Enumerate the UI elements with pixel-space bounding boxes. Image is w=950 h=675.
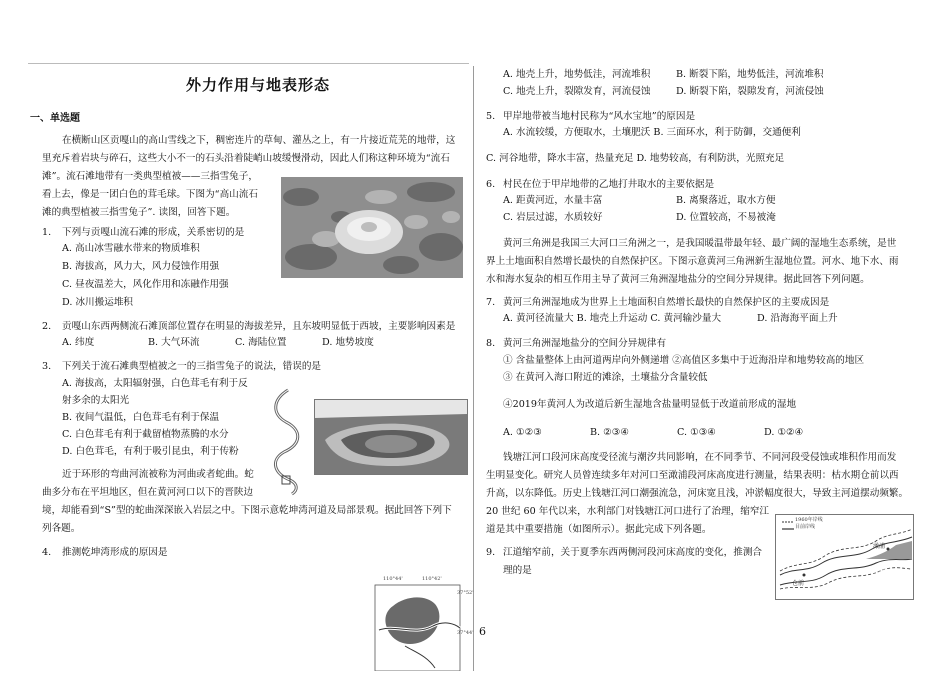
intro-line-2: 里充斥着岩块与碎石，这些大小不一的石头沿着陡峭山坡缓慢滑动，因此人们称这种环境为“流石 bbox=[42, 153, 450, 164]
qiankun-bay-photo bbox=[314, 399, 468, 475]
q1-option-b: B. 海拔高，风力大，风力侵蚀作用强 bbox=[62, 261, 220, 272]
map-label-lon1: 110°44' bbox=[383, 576, 403, 582]
intro2-line-4: 列各题。 bbox=[42, 523, 81, 534]
q8-statement-1: ① 含盐量整体上由河道两岸向外侧递增 ②高值区多集中于近海沿岸和地势较高的地区 bbox=[503, 355, 865, 366]
q6-number: 6. bbox=[486, 179, 496, 190]
q8-option-d: D. ①②④ bbox=[764, 427, 804, 438]
map2-label-cangqian: 仓前 bbox=[792, 580, 805, 587]
q4-option-d: D. 断裂下陷，裂隙发育，河流侵蚀 bbox=[676, 86, 824, 97]
q8-option-c: C. ①③④ bbox=[677, 427, 716, 438]
river-sketch bbox=[268, 388, 308, 496]
q1-number: 1. bbox=[42, 227, 52, 238]
q8-option-a: A. ①②③ bbox=[503, 427, 542, 438]
q2-number: 2. bbox=[42, 321, 52, 332]
q9-stem: 江道缩窄前，关于夏季东西两侧河段河床高度的变化，推测合 bbox=[503, 547, 763, 558]
q7-stem: 黄河三角洲湿地成为世界上土地面积自然增长最快的自然保护区的主要成因是 bbox=[503, 297, 830, 308]
map-label-lat1: 37°52' bbox=[457, 590, 474, 596]
q7-options-abc: A. 黄河径流量大 B. 地壳上升运动 C. 黄河输沙量大 bbox=[503, 313, 722, 324]
intro4-line-1: 钱塘江河口段河床高度受径流与潮汐共同影响，在不同季节、不同河段受侵蚀或堆积作用而发 bbox=[503, 452, 897, 463]
intro2-line-1: 近于环形的弯曲河流被称为河曲或者蛇曲。蛇 bbox=[62, 469, 254, 480]
map-label-lat2: 37°44' bbox=[457, 630, 474, 636]
intro2-line-2: 曲多分布在平坦地区，但在黄河河口以下的晋陕边 bbox=[42, 487, 254, 498]
q3-option-d: D. 白色茸毛，有利于吸引昆虫，利于传粉 bbox=[62, 446, 239, 457]
intro3-line-1: 黄河三角洲是我国三大河口三角洲之一，是我国暖温带最年轻、最广阔的湿地生态系统，是世 bbox=[503, 238, 897, 249]
q1-option-c: C. 昼夜温差大，风化作用和冻融作用强 bbox=[62, 279, 229, 290]
q3-option-b: B. 夜间气温低，白色茸毛有利于保温 bbox=[62, 412, 220, 423]
intro-line-5: 滩的典型植被三指雪兔子”. 读图，回答下题。 bbox=[42, 207, 236, 218]
q8-number: 8. bbox=[486, 338, 496, 349]
map2-legend-1960: 1960年岸线 bbox=[795, 517, 823, 523]
q2-option-b: B. 大气环流 bbox=[148, 337, 200, 348]
intro3-line-3: 水和海水复杂的相互作用主导了黄河三角洲湿地盐分的空间分异规律。据此回答下列问题。 bbox=[486, 274, 870, 285]
q3-option-a-cont: 射多余的太阳光 bbox=[62, 395, 130, 406]
q3-option-c: C. 白色茸毛有利于截留植物蒸腾的水分 bbox=[62, 429, 229, 440]
q8-stem: 黄河三角洲湿地盐分的空间分异规律有 bbox=[503, 338, 667, 349]
q1-stem: 下列与贡嘎山流石滩的形成，关系密切的是 bbox=[62, 227, 245, 238]
intro3-line-2: 界上土地面积自然增长最快的自然保护区。下图示意黄河三角洲新生湿地位置。河水、地下水、雨 bbox=[486, 256, 899, 267]
q4-stem: 推测乾坤湾形成的原因是 bbox=[62, 547, 168, 558]
q3-option-a: A. 海拔高，太阳辐射强，白色茸毛有利于反 bbox=[62, 378, 248, 389]
top-rule bbox=[28, 63, 469, 64]
q5-options-cd: C. 河谷地带，降水丰富，热量充足 D. 地势较高，有利防洪，光照充足 bbox=[486, 153, 785, 164]
q5-number: 5. bbox=[486, 111, 496, 122]
q4-option-b: B. 断裂下陷，地势低洼，河流堆积 bbox=[676, 69, 824, 80]
map-label-lon2: 110°42' bbox=[422, 576, 442, 582]
q8-statement-3: ④2019年黄河人为改道后新生湿地含盐量明显低于改道前形成的湿地 bbox=[503, 399, 797, 410]
snow-rabbit-photo bbox=[281, 177, 463, 278]
intro4-line-4: 20 世纪 60 年代以来，水利部门对钱塘江河口进行了治理，缩窄江 bbox=[486, 506, 770, 517]
q4-option-a: A. 地壳上升，地势低洼，河流堆积 bbox=[503, 69, 651, 80]
q7-option-d: D. 沿海海平面上升 bbox=[757, 313, 838, 324]
intro-line-3: 滩”。流石滩地带有一类典型植被——三指雪兔子， bbox=[42, 171, 258, 182]
intro4-line-3: 升高，以东降低。历史上钱塘江河口潮强流急，河床宽且浅，冲淤幅度很大，导致主河道摆动频繁。 bbox=[486, 488, 909, 499]
q2-option-a: A. 纬度 bbox=[62, 337, 95, 348]
q2-option-d: D. 地势坡度 bbox=[322, 337, 374, 348]
q6-option-a: A. 距黄河近，水量丰富 bbox=[503, 195, 603, 206]
q3-stem: 下列关于流石滩典型植被之一的三指雪兔子的说法，错误的是 bbox=[62, 361, 322, 372]
q6-option-d: D. 位置较高，不易被淹 bbox=[676, 212, 776, 223]
qiankun-map bbox=[365, 576, 465, 671]
map2-label-bay: 杭州湾 bbox=[868, 568, 887, 575]
intro4-line-2: 生明显变化。研究人员曾连续多年对河口至澉浦段河床高度进行测量，结果表明：枯水期仓前以西 bbox=[486, 470, 899, 481]
q2-option-c: C. 海陆位置 bbox=[235, 337, 287, 348]
q8-statement-2: ③ 在黄河入海口附近的滩涂，土壤盐分含量较低 bbox=[503, 372, 708, 383]
q5-stem: 甲岸地带被当地村民称为“风水宝地”的原因是 bbox=[503, 111, 696, 122]
intro-line-4: 看上去，像是一团白色的茸毛球。下图为“高山流石 bbox=[42, 189, 258, 200]
q6-stem: 村民在位于甲岸地带的乙地打井取水的主要依据是 bbox=[503, 179, 715, 190]
q2-stem: 贡嘎山东西两侧流石滩顶部位置存在明显的海拔差异，且东坡明显低于西坡，主要影响因素是 bbox=[62, 321, 456, 332]
q6-option-c: C. 岩层过滤，水质较好 bbox=[503, 212, 603, 223]
q9-stem-cont: 理的是 bbox=[503, 565, 532, 576]
intro4-line-5: 道是其中重要措施（如图所示）。据此完成下列各题。 bbox=[486, 524, 712, 535]
page-number: 6 bbox=[479, 625, 486, 638]
q3-number: 3. bbox=[42, 361, 52, 372]
column-divider bbox=[473, 66, 474, 671]
q8-option-b: B. ②③④ bbox=[590, 427, 629, 438]
q5-options-ab: A. 水流较缓，方便取水，土壤肥沃 B. 三面环水，利于防御，交通便利 bbox=[503, 127, 801, 138]
page-title: 外力作用与地表形态 bbox=[186, 76, 331, 94]
intro-line-1: 在横断山区贡嘎山的高山雪线之下，稠密连片的草甸、灌丛之上，有一片接近荒芜的地带，这 bbox=[62, 135, 456, 146]
map2-legend-current: 目前岸线 bbox=[795, 524, 816, 530]
q7-number: 7. bbox=[486, 297, 496, 308]
q4-option-c: C. 地壳上升，裂隙发育，河流侵蚀 bbox=[503, 86, 651, 97]
q9-number: 9. bbox=[486, 547, 496, 558]
q1-option-a: A. 高山冰雪融水带来的物质堆积 bbox=[62, 243, 200, 254]
map2-label-ganpu: 澉浦 bbox=[873, 543, 886, 550]
section-heading: 一、单选题 bbox=[30, 113, 80, 124]
q6-option-b: B. 离聚落近，取水方便 bbox=[676, 195, 776, 206]
intro2-line-3: 境，却能看到“S”型的蛇曲深深嵌入岩层之中。下图示意乾坤湾河道及局部景观。据此回答下列下 bbox=[42, 505, 452, 516]
q1-option-d: D. 冰川搬运堆积 bbox=[62, 297, 134, 308]
q4-number: 4. bbox=[42, 547, 52, 558]
